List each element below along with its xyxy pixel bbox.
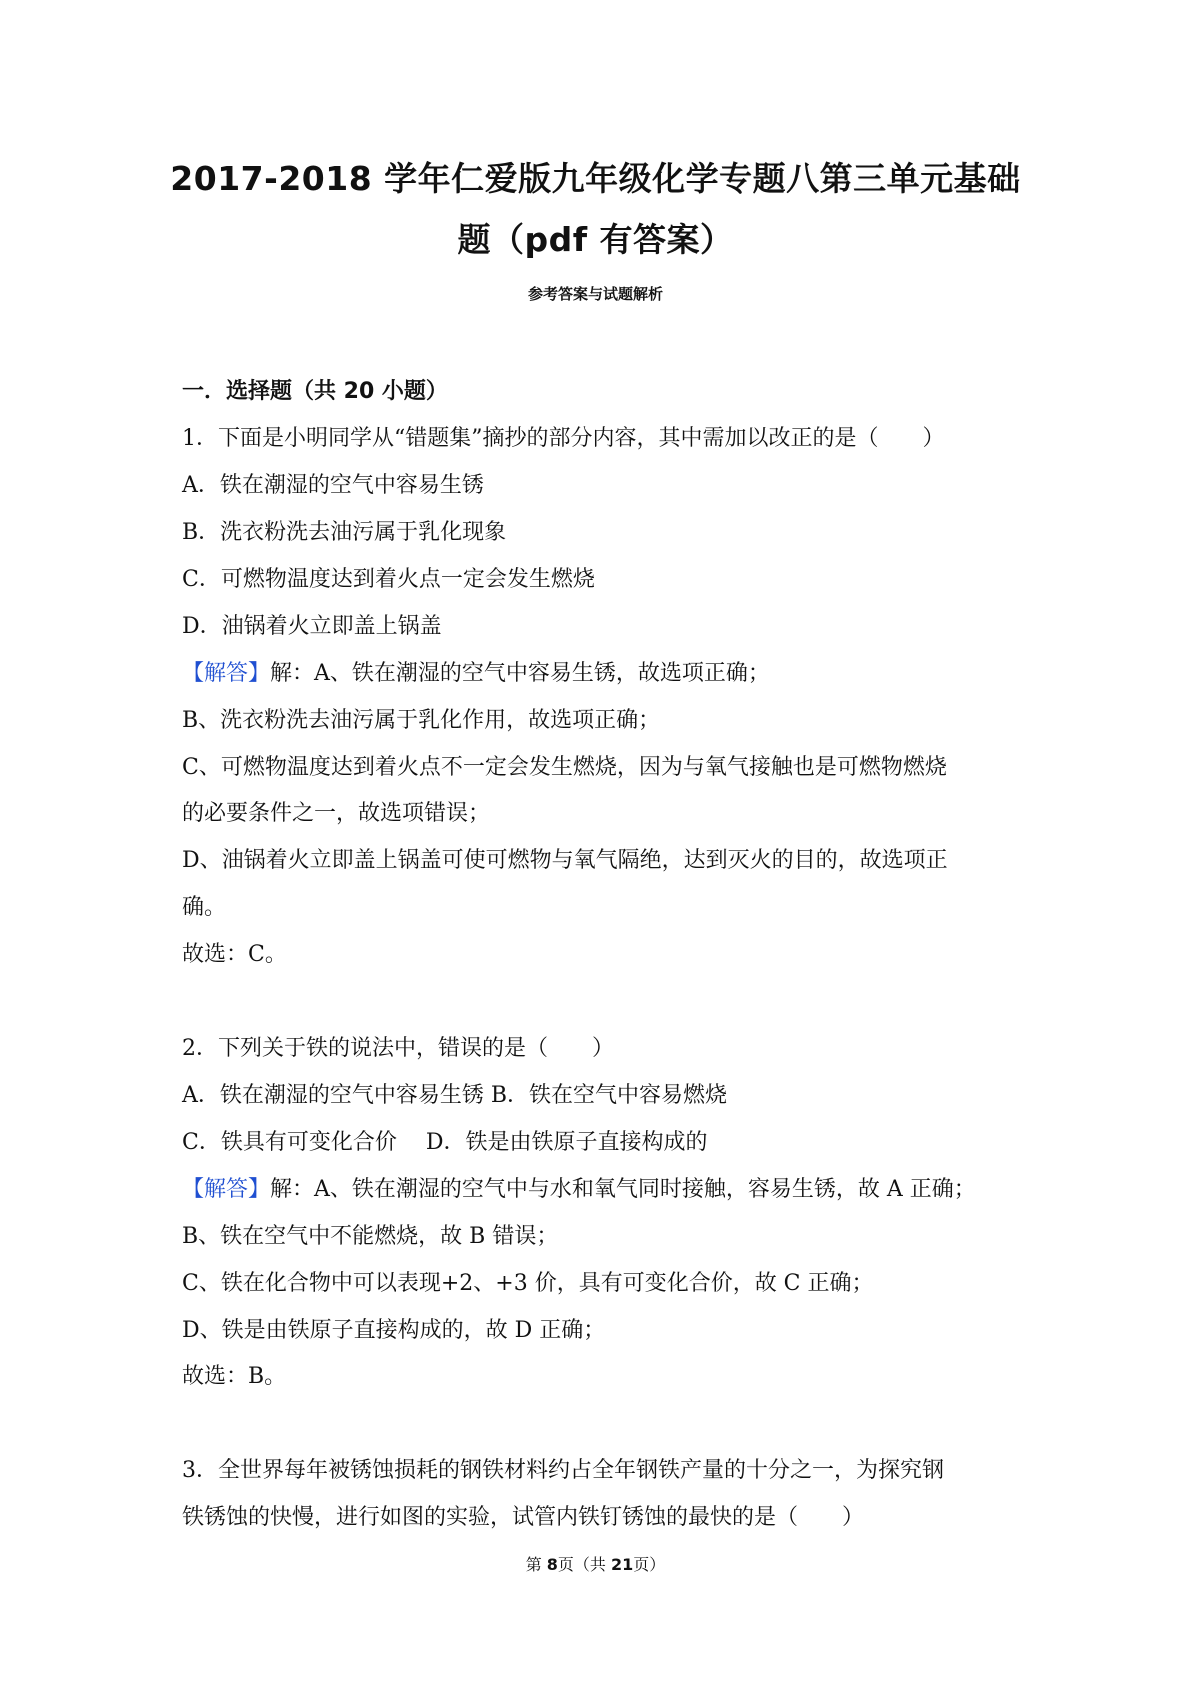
question-2-answer-choice: 故选：B。 xyxy=(182,1364,287,1389)
question-1-answer-d: D、油锅着火立即盖上锅盖可使可燃物与氧气隔绝，达到灭火的目的，故选项正 xyxy=(182,848,948,873)
page-total: 21 xyxy=(611,1555,634,1574)
question-1-answer-c-cont: 的必要条件之一，故选项错误； xyxy=(182,801,491,826)
question-1-option-b: B．洗衣粉洗去油污属于乳化现象 xyxy=(182,520,507,545)
answer-text: 解：A、铁在潮湿的空气中与水和氧气同时接触，容易生锈，故 A 正确； xyxy=(270,1177,976,1202)
answer-text: 解：A、铁在潮湿的空气中容易生锈，故选项正确； xyxy=(270,661,770,686)
question-2-options-row-2: C．铁具有可变化合价 D．铁是由铁原子直接构成的 xyxy=(182,1130,708,1155)
page-footer: 第 8页（共 21页） xyxy=(525,1555,666,1574)
question-1-option-d: D．油锅着火立即盖上锅盖 xyxy=(182,614,442,639)
question-3-stem-line-1: 3．全世界每年被锈蚀损耗的钢铁材料约占全年钢铁产量的十分之一，为探究钢 xyxy=(182,1458,944,1483)
question-1-answer-line xyxy=(182,659,770,689)
question-2-stem: 2．下列关于铁的说法中，错误的是（ ） xyxy=(182,1036,614,1061)
question-2-answer-b: B、铁在空气中不能燃烧，故 B 错误； xyxy=(182,1224,559,1249)
question-1-option-a: A．铁在潮湿的空气中容易生锈 xyxy=(182,473,484,498)
question-3-stem-line-2: 铁锈蚀的快慢，进行如图的实验，试管内铁钉锈蚀的最快的是（ ） xyxy=(182,1505,865,1530)
question-2-answer-d: D、铁是由铁原子直接构成的，故 D 正确； xyxy=(182,1318,606,1343)
section-heading: 一．选择题（共 20 小题） xyxy=(182,379,448,404)
question-1-answer-choice: 故选：C。 xyxy=(182,942,287,967)
question-1-stem: 1．下面是小明同学从“错题集”摘抄的部分内容，其中需加以改正的是（ ） xyxy=(182,426,945,451)
answer-tag: 【解答】 xyxy=(182,661,271,686)
question-1-answer-d-cont: 确。 xyxy=(182,895,227,920)
question-1-answer-c: C、可燃物温度达到着火点不一定会发生燃烧，因为与氧气接触也是可燃物燃烧 xyxy=(182,755,947,780)
document-title-line-1: 2017-2018 学年仁爱版九年级化学专题八第三单元基础 xyxy=(170,159,1021,198)
answer-tag: 【解答】 xyxy=(182,1177,271,1202)
question-1-option-c: C．可燃物温度达到着火点一定会发生燃烧 xyxy=(182,567,595,592)
question-2-options-row-1: A．铁在潮湿的空气中容易生锈 B．铁在空气中容易燃烧 xyxy=(182,1083,728,1108)
question-1-answer-b: B、洗衣粉洗去油污属于乳化作用，故选项正确； xyxy=(182,708,661,733)
page-number: 8 xyxy=(546,1555,558,1574)
question-2-answer-c: C、铁在化合物中可以表现+2、+3 价，具有可变化合价，故 C 正确； xyxy=(182,1271,874,1296)
document-subtitle: 参考答案与试题解析 xyxy=(527,285,663,303)
question-2-answer-line xyxy=(182,1175,976,1205)
document-title-line-2: 题（pdf 有答案） xyxy=(457,220,734,259)
